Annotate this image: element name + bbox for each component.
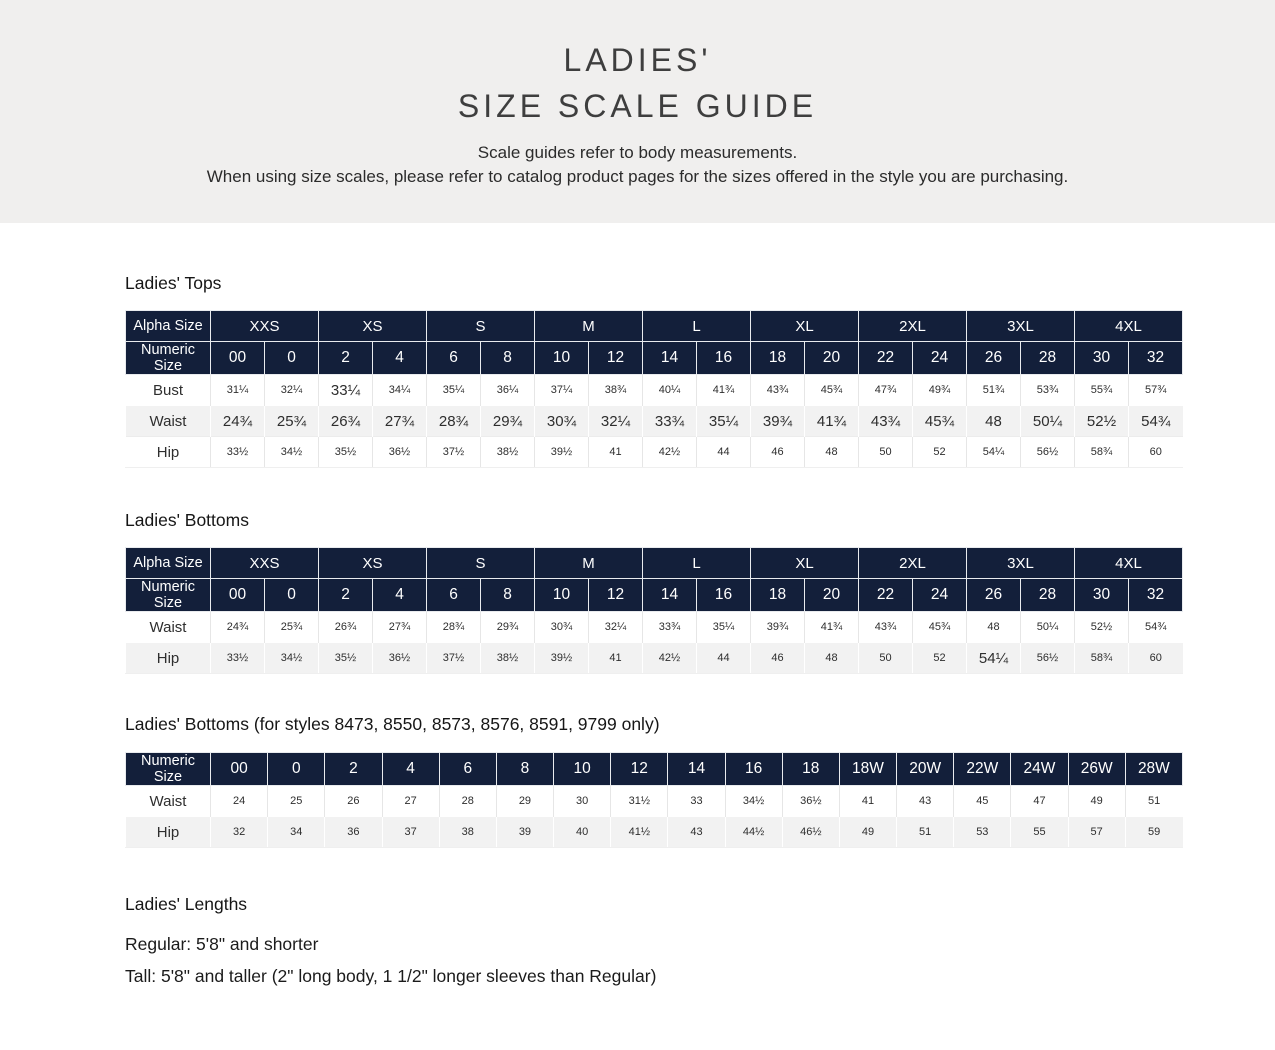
measurement-cell: 27¾ <box>373 612 427 643</box>
numeric-size-cell: 4 <box>382 753 439 786</box>
measurement-cell: 36½ <box>782 786 839 817</box>
table-row <box>126 786 1183 817</box>
measurement-cell: 35½ <box>319 643 373 674</box>
measurement-cell: 35¼ <box>697 406 751 437</box>
measurement-cell: 56½ <box>1021 643 1075 674</box>
numeric-size-cell: 18 <box>751 579 805 612</box>
measurement-cell: 24¾ <box>211 406 265 437</box>
numeric-size-row <box>126 753 1183 786</box>
measurement-cell: 39¾ <box>751 612 805 643</box>
measurement-cell: 33¾ <box>643 612 697 643</box>
measurement-cell: 39¾ <box>751 406 805 437</box>
measurement-cell: 46½ <box>782 817 839 848</box>
measurement-cell: 29¾ <box>481 612 535 643</box>
measurement-cell: 49 <box>839 817 896 848</box>
measurement-cell: 32¼ <box>265 375 319 406</box>
measurement-cell: 43¾ <box>859 612 913 643</box>
numeric-size-cell: 32 <box>1129 579 1183 612</box>
measurement-cell: 25 <box>268 786 325 817</box>
page-header <box>0 0 1275 223</box>
numeric-size-cell: 28 <box>1021 342 1075 375</box>
measurement-cell: 55 <box>1011 817 1068 848</box>
numeric-size-cell: 26 <box>967 579 1021 612</box>
alpha-size-cell: L <box>643 311 751 342</box>
measurement-cell: 60 <box>1129 643 1183 674</box>
measurement-cell: 48 <box>967 612 1021 643</box>
alpha-size-cell: 4XL <box>1075 311 1183 342</box>
measurement-cell: 27 <box>382 786 439 817</box>
alpha-size-label: Alpha Size <box>126 548 211 579</box>
numeric-size-cell: 00 <box>211 753 268 786</box>
measurement-cell: 25¾ <box>265 406 319 437</box>
numeric-size-cell: 32 <box>1129 342 1183 375</box>
measurement-cell: 26 <box>325 786 382 817</box>
measurement-cell: 33 <box>668 786 725 817</box>
measurement-cell: 58¾ <box>1075 437 1129 468</box>
measurement-cell: 51 <box>1125 786 1182 817</box>
numeric-size-cell: 16 <box>725 753 782 786</box>
measurement-cell: 29¾ <box>481 406 535 437</box>
numeric-size-cell: 24 <box>913 342 967 375</box>
measurement-cell: 26¾ <box>319 612 373 643</box>
measurement-cell: 35¼ <box>427 375 481 406</box>
alpha-size-cell: XL <box>751 311 859 342</box>
measurement-cell: 37¼ <box>535 375 589 406</box>
numeric-size-cell: 0 <box>265 579 319 612</box>
table-ladies-tops <box>125 310 1183 468</box>
numeric-size-cell: 26W <box>1068 753 1125 786</box>
alpha-size-cell: XS <box>319 548 427 579</box>
measurement-cell: 59 <box>1125 817 1182 848</box>
numeric-size-cell: 10 <box>554 753 611 786</box>
measurement-cell: 58¾ <box>1075 643 1129 674</box>
numeric-size-cell: 22 <box>859 342 913 375</box>
numeric-size-cell: 2 <box>325 753 382 786</box>
numeric-size-cell: 20 <box>805 342 859 375</box>
measurement-cell: 45¾ <box>913 612 967 643</box>
numeric-size-cell: 6 <box>427 579 481 612</box>
measurement-cell: 51 <box>897 817 954 848</box>
alpha-size-cell: XXS <box>211 548 319 579</box>
lengths-tall-text: Tall: 5'8" and taller (2" long body, 1 1/2" longer sleeves than Regular) <box>125 966 657 986</box>
alpha-size-row <box>126 311 1183 342</box>
numeric-size-cell: 8 <box>496 753 553 786</box>
measurement-cell: 45¾ <box>805 375 859 406</box>
table-row <box>126 406 1183 437</box>
measurement-cell: 37 <box>382 817 439 848</box>
alpha-size-cell: 3XL <box>967 548 1075 579</box>
alpha-size-cell: 4XL <box>1075 548 1183 579</box>
numeric-size-cell: 22 <box>859 579 913 612</box>
measurement-cell: 44 <box>697 437 751 468</box>
numeric-size-cell: 18 <box>782 753 839 786</box>
row-label: Waist <box>126 406 211 437</box>
numeric-size-cell: 0 <box>268 753 325 786</box>
measurement-cell: 44½ <box>725 817 782 848</box>
measurement-cell: 39 <box>496 817 553 848</box>
measurement-cell: 51¾ <box>967 375 1021 406</box>
numeric-size-cell: 10 <box>535 342 589 375</box>
measurement-cell: 28 <box>439 786 496 817</box>
table-row <box>126 612 1183 643</box>
table-row <box>126 375 1183 406</box>
alpha-size-row <box>126 548 1183 579</box>
measurement-cell: 34¼ <box>373 375 427 406</box>
table-ladies-bottoms <box>125 547 1183 674</box>
numeric-size-cell: 12 <box>611 753 668 786</box>
measurement-cell: 38½ <box>481 643 535 674</box>
measurement-cell: 52½ <box>1075 406 1129 437</box>
alpha-size-cell: XS <box>319 311 427 342</box>
measurement-cell: 37½ <box>427 437 481 468</box>
measurement-cell: 43¾ <box>859 406 913 437</box>
size-table <box>125 752 1183 848</box>
measurement-cell: 50 <box>859 437 913 468</box>
measurement-cell: 36¼ <box>481 375 535 406</box>
numeric-size-row <box>126 579 1183 612</box>
row-label: Bust <box>126 375 211 406</box>
size-table <box>125 310 1183 468</box>
measurement-cell: 28¾ <box>427 406 481 437</box>
measurement-cell: 24 <box>211 786 268 817</box>
numeric-size-cell: 20 <box>805 579 859 612</box>
row-label: Waist <box>126 612 211 643</box>
alpha-size-cell: M <box>535 548 643 579</box>
numeric-size-label: Numeric Size <box>126 753 211 786</box>
alpha-size-cell: L <box>643 548 751 579</box>
measurement-cell: 40¼ <box>643 375 697 406</box>
numeric-size-cell: 18 <box>751 342 805 375</box>
measurement-cell: 50¼ <box>1021 612 1075 643</box>
measurement-cell: 54¼ <box>967 643 1021 674</box>
measurement-cell: 41 <box>589 643 643 674</box>
section-title-tops: Ladies' Tops <box>125 273 222 293</box>
measurement-cell: 56½ <box>1021 437 1075 468</box>
measurement-cell: 36½ <box>373 643 427 674</box>
alpha-size-cell: XXS <box>211 311 319 342</box>
measurement-cell: 48 <box>967 406 1021 437</box>
numeric-size-cell: 26 <box>967 342 1021 375</box>
alpha-size-cell: M <box>535 311 643 342</box>
measurement-cell: 41¾ <box>805 612 859 643</box>
measurement-cell: 50¼ <box>1021 406 1075 437</box>
measurement-cell: 53 <box>954 817 1011 848</box>
measurement-cell: 46 <box>751 643 805 674</box>
numeric-size-cell: 24 <box>913 579 967 612</box>
numeric-size-cell: 30 <box>1075 342 1129 375</box>
row-label: Hip <box>126 437 211 468</box>
numeric-size-cell: 2 <box>319 579 373 612</box>
measurement-cell: 46 <box>751 437 805 468</box>
numeric-size-cell: 00 <box>211 342 265 375</box>
measurement-cell: 52 <box>913 643 967 674</box>
measurement-cell: 38 <box>439 817 496 848</box>
measurement-cell: 41¾ <box>805 406 859 437</box>
numeric-size-cell: 16 <box>697 342 751 375</box>
measurement-cell: 33¾ <box>643 406 697 437</box>
measurement-cell: 41½ <box>611 817 668 848</box>
section-title-lengths: Ladies' Lengths <box>125 894 248 914</box>
numeric-size-cell: 16 <box>697 579 751 612</box>
measurement-cell: 29 <box>496 786 553 817</box>
numeric-size-cell: 4 <box>373 342 427 375</box>
measurement-cell: 41 <box>839 786 896 817</box>
measurement-cell: 44 <box>697 643 751 674</box>
numeric-size-cell: 2 <box>319 342 373 375</box>
measurement-cell: 42½ <box>643 437 697 468</box>
table-row <box>126 817 1183 848</box>
numeric-size-row <box>126 342 1183 375</box>
measurement-cell: 39½ <box>535 643 589 674</box>
measurement-cell: 45 <box>954 786 1011 817</box>
measurement-cell: 47¾ <box>859 375 913 406</box>
measurement-cell: 54¾ <box>1129 612 1183 643</box>
measurement-cell: 49 <box>1068 786 1125 817</box>
measurement-cell: 42½ <box>643 643 697 674</box>
measurement-cell: 25¾ <box>265 612 319 643</box>
measurement-cell: 34½ <box>265 643 319 674</box>
row-label: Hip <box>126 643 211 674</box>
measurement-cell: 38¾ <box>589 375 643 406</box>
alpha-size-cell: 3XL <box>967 311 1075 342</box>
measurement-cell: 35¼ <box>697 612 751 643</box>
measurement-cell: 32¼ <box>589 406 643 437</box>
measurement-cell: 57 <box>1068 817 1125 848</box>
alpha-size-cell: S <box>427 311 535 342</box>
numeric-size-cell: 10 <box>535 579 589 612</box>
numeric-size-cell: 20W <box>897 753 954 786</box>
measurement-cell: 55¾ <box>1075 375 1129 406</box>
measurement-cell: 34½ <box>725 786 782 817</box>
numeric-size-cell: 0 <box>265 342 319 375</box>
row-label: Waist <box>126 786 211 817</box>
measurement-cell: 36 <box>325 817 382 848</box>
alpha-size-cell: 2XL <box>859 548 967 579</box>
measurement-cell: 28¾ <box>427 612 481 643</box>
measurement-cell: 52½ <box>1075 612 1129 643</box>
measurement-cell: 32 <box>211 817 268 848</box>
measurement-cell: 36½ <box>373 437 427 468</box>
numeric-size-cell: 00 <box>211 579 265 612</box>
measurement-cell: 33½ <box>211 437 265 468</box>
alpha-size-cell: S <box>427 548 535 579</box>
measurement-cell: 33¼ <box>319 375 373 406</box>
measurement-cell: 41 <box>589 437 643 468</box>
measurement-cell: 52 <box>913 437 967 468</box>
measurement-cell: 48 <box>805 643 859 674</box>
measurement-cell: 40 <box>554 817 611 848</box>
measurement-cell: 30 <box>554 786 611 817</box>
measurement-cell: 26¾ <box>319 406 373 437</box>
numeric-size-cell: 14 <box>643 342 697 375</box>
measurement-cell: 35½ <box>319 437 373 468</box>
measurement-cell: 60 <box>1129 437 1183 468</box>
numeric-size-cell: 18W <box>839 753 896 786</box>
section-title-bottoms: Ladies' Bottoms <box>125 510 249 530</box>
measurement-cell: 38½ <box>481 437 535 468</box>
table-ladies-bottoms-styles <box>125 752 1183 848</box>
measurement-cell: 45¾ <box>913 406 967 437</box>
size-table <box>125 547 1183 674</box>
measurement-cell: 27¾ <box>373 406 427 437</box>
measurement-cell: 33½ <box>211 643 265 674</box>
measurement-cell: 30¾ <box>535 612 589 643</box>
measurement-cell: 41¾ <box>697 375 751 406</box>
subtitle-line2: When using size scales, please refer to catalog product pages for the sizes offered in the style you are purchasing. <box>206 167 1069 186</box>
measurement-cell: 31½ <box>611 786 668 817</box>
measurement-cell: 47 <box>1011 786 1068 817</box>
numeric-size-cell: 28W <box>1125 753 1182 786</box>
measurement-cell: 24¾ <box>211 612 265 643</box>
numeric-size-cell: 14 <box>643 579 697 612</box>
section-title-bottoms-styles: Ladies' Bottoms (for styles 8473, 8550, 8573, 8576, 8591, 9799 only) <box>125 714 660 734</box>
measurement-cell: 54¾ <box>1129 406 1183 437</box>
numeric-size-cell: 28 <box>1021 579 1075 612</box>
alpha-size-cell: XL <box>751 548 859 579</box>
measurement-cell: 39½ <box>535 437 589 468</box>
measurement-cell: 54¼ <box>967 437 1021 468</box>
measurement-cell: 57¾ <box>1129 375 1183 406</box>
alpha-size-cell: 2XL <box>859 311 967 342</box>
numeric-size-cell: 6 <box>427 342 481 375</box>
measurement-cell: 34 <box>268 817 325 848</box>
measurement-cell: 49¾ <box>913 375 967 406</box>
numeric-size-label: Numeric Size <box>126 342 211 375</box>
numeric-size-cell: 6 <box>439 753 496 786</box>
measurement-cell: 50 <box>859 643 913 674</box>
numeric-size-cell: 24W <box>1011 753 1068 786</box>
measurement-cell: 34½ <box>265 437 319 468</box>
measurement-cell: 37½ <box>427 643 481 674</box>
subtitle-line1: Scale guides refer to body measurements. <box>477 143 798 162</box>
page-title-line1: LADIES' <box>563 42 712 78</box>
measurement-cell: 31¼ <box>211 375 265 406</box>
numeric-size-cell: 22W <box>954 753 1011 786</box>
numeric-size-cell: 8 <box>481 579 535 612</box>
table-row <box>126 437 1183 468</box>
measurement-cell: 43¾ <box>751 375 805 406</box>
table-row <box>126 643 1183 674</box>
numeric-size-cell: 8 <box>481 342 535 375</box>
measurement-cell: 32¼ <box>589 612 643 643</box>
row-label: Hip <box>126 817 211 848</box>
numeric-size-cell: 12 <box>589 342 643 375</box>
numeric-size-cell: 30 <box>1075 579 1129 612</box>
lengths-regular-text: Regular: 5'8" and shorter <box>125 934 319 954</box>
numeric-size-cell: 12 <box>589 579 643 612</box>
numeric-size-cell: 14 <box>668 753 725 786</box>
measurement-cell: 30¾ <box>535 406 589 437</box>
measurement-cell: 43 <box>897 786 954 817</box>
measurement-cell: 53¾ <box>1021 375 1075 406</box>
alpha-size-label: Alpha Size <box>126 311 211 342</box>
numeric-size-label: Numeric Size <box>126 579 211 612</box>
page-title-line2: SIZE SCALE GUIDE <box>457 88 818 124</box>
numeric-size-cell: 4 <box>373 579 427 612</box>
measurement-cell: 48 <box>805 437 859 468</box>
measurement-cell: 43 <box>668 817 725 848</box>
